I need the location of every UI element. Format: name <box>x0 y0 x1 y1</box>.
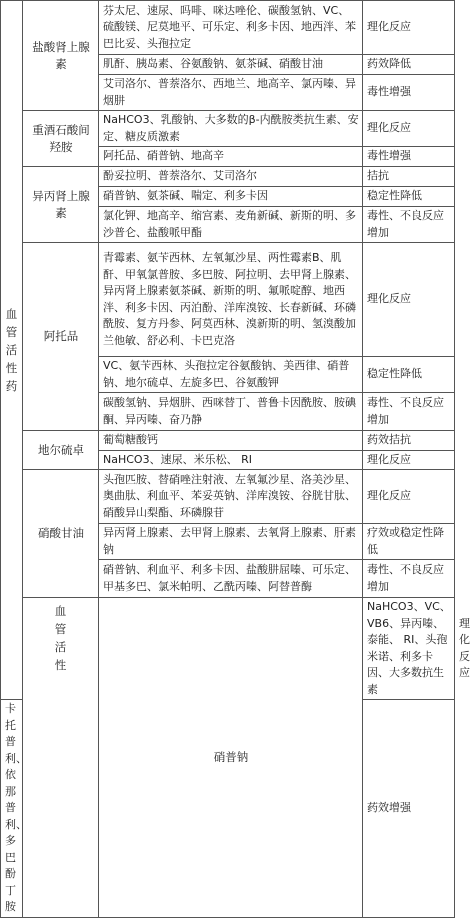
drug-name-cell: 重酒石酸间羟胺 <box>23 111 99 167</box>
drug-name-cell: 盐酸肾上腺素 <box>23 1 99 111</box>
interacting-drugs-cell: 艾司洛尔、普萘洛尔、西地兰、地高辛、氯丙嗪、异烟肼 <box>99 75 363 111</box>
interacting-drugs-cell: 阿托品、硝普钠、地高辛 <box>99 147 363 167</box>
category-label: 血管活性药 <box>5 307 18 393</box>
interacting-drugs-cell: VC、氨苄西林、头孢拉定谷氨酸钠、美西律、硝普钠、地尔硫卓、左旋多巴、谷氨酸钾 <box>99 357 363 393</box>
result-cell: 药效降低 <box>363 55 455 75</box>
drug-name-cell: 地尔硫卓 <box>23 431 99 470</box>
drug-name-cell: 异丙肾上腺素 <box>23 167 99 243</box>
drug-name-cell: 硝普钠 <box>99 598 363 918</box>
result-cell: 毒性增强 <box>363 75 455 111</box>
table-row <box>1 431 455 451</box>
interacting-drugs-cell: 硝普钠、利血平、利多卡因、盐酸肼屈嗪、可乐定、甲基多巴、氯米帕明、乙酰丙嗪、阿替普酶 <box>99 560 363 598</box>
result-cell: 理化反应 <box>363 450 455 470</box>
interacting-drugs-cell: 芬太尼、速尿、吗啡、咪达唑伦、碳酸氢钠、VC、硫酸镁、尼莫地平、可乐定、利多卡因、地西泮、苯巴比妥、头孢拉定 <box>99 1 363 55</box>
interacting-drugs-cell: 碳酸氢钠、异烟肼、西咪替丁、普鲁卡因酰胺、胺碘酮、异丙嗪、奋乃静 <box>99 393 363 431</box>
interacting-drugs-cell: 异丙肾上腺素、去甲肾上腺素、去氧肾上腺素、肝素钠 <box>99 524 363 560</box>
interacting-drugs-cell: 卡托普利、依那普利、多巴酚丁胺 <box>1 700 23 918</box>
result-cell: 理化反应 <box>363 243 455 357</box>
interacting-drugs-cell: 硝普钠、氨茶碱、喘定、利多卡因 <box>99 187 363 207</box>
result-cell: 毒性、不良反应增加 <box>363 560 455 598</box>
interacting-drugs-cell: 头孢匹胺、替硝唑注射液、左氧氟沙星、洛美沙星、奥曲肽、利血平、苯妥英钠、洋库溴铵、谷胱甘肽、硝酸异山梨酯、环磷腺苷 <box>99 470 363 524</box>
result-cell: 理化反应 <box>363 111 455 147</box>
result-cell: 药效增强 <box>363 700 455 918</box>
result-cell: 毒性增强 <box>363 147 455 167</box>
result-cell: 稳定性降低 <box>363 357 455 393</box>
result-cell: 毒性、不良反应增加 <box>363 207 455 243</box>
interacting-drugs-cell: 酚妥拉明、普萘洛尔、艾司洛尔 <box>99 167 363 187</box>
interacting-drugs-cell: 青霉素、氨苄西林、左氧氟沙星、两性霉素B、肌酐、甲氧氯普胺、多巴胺、阿拉明、去甲肾上腺素、异丙肾上腺素氨茶碱、新斯的明、氟哌啶醇、地西泮、利多卡因、丙泊酚、洋库溴铵、长春新碱、环磷酰胺、复方丹参、阿莫西林、溴新斯的明、氢溴酸加兰他敏、舒必利、卡巴克洛 <box>99 243 363 357</box>
result-cell: 药效拮抗 <box>363 431 455 451</box>
category-label: 血管活性 <box>54 604 67 672</box>
interacting-drugs-cell: NaHCO3、速尿、米乐松、 RI <box>99 450 363 470</box>
table-row <box>1 167 455 187</box>
result-cell: 稳定性降低 <box>363 187 455 207</box>
interacting-drugs-cell: 肌酐、胰岛素、谷氨酸钠、氨茶碱、硝酸甘油 <box>99 55 363 75</box>
result-cell: 理化反应 <box>363 470 455 524</box>
drug-name-cell: 硝酸甘油 <box>23 470 99 598</box>
result-cell: 毒性、不良反应增加 <box>363 393 455 431</box>
interacting-drugs-cell: NaHCO3、VC、VB6、异丙嗪、泰能、 RI、头孢米诺、利多卡因、大多数抗生素 <box>363 598 455 700</box>
result-cell: 疗效或稳定性降低 <box>363 524 455 560</box>
result-cell: 拮抗 <box>363 167 455 187</box>
interacting-drugs-cell: 葡萄糖酸钙 <box>99 431 363 451</box>
table-row: 血管活性 硝普钠 NaHCO3、VC、VB6、异丙嗪、泰能、 RI、头孢米诺、利多卡因、大多数抗生素 理化反应 <box>1 598 455 700</box>
table-row <box>1 470 455 524</box>
table-row <box>1 243 455 357</box>
drug-name-cell: 阿托品 <box>23 243 99 431</box>
interacting-drugs-cell: 氯化钾、地高辛、缩宫素、麦角新碱、新斯的明、多沙普仑、盐酸哌甲酯 <box>99 207 363 243</box>
table-row <box>1 1 455 55</box>
interacting-drugs-cell: NaHCO3、乳酸钠、大多数的β-内酰胺类抗生素、安定、糖皮质激素 <box>99 111 363 147</box>
category-cell <box>23 598 99 918</box>
result-cell: 理化反应 <box>363 1 455 55</box>
table-row <box>1 111 455 147</box>
category-cell <box>1 1 23 700</box>
